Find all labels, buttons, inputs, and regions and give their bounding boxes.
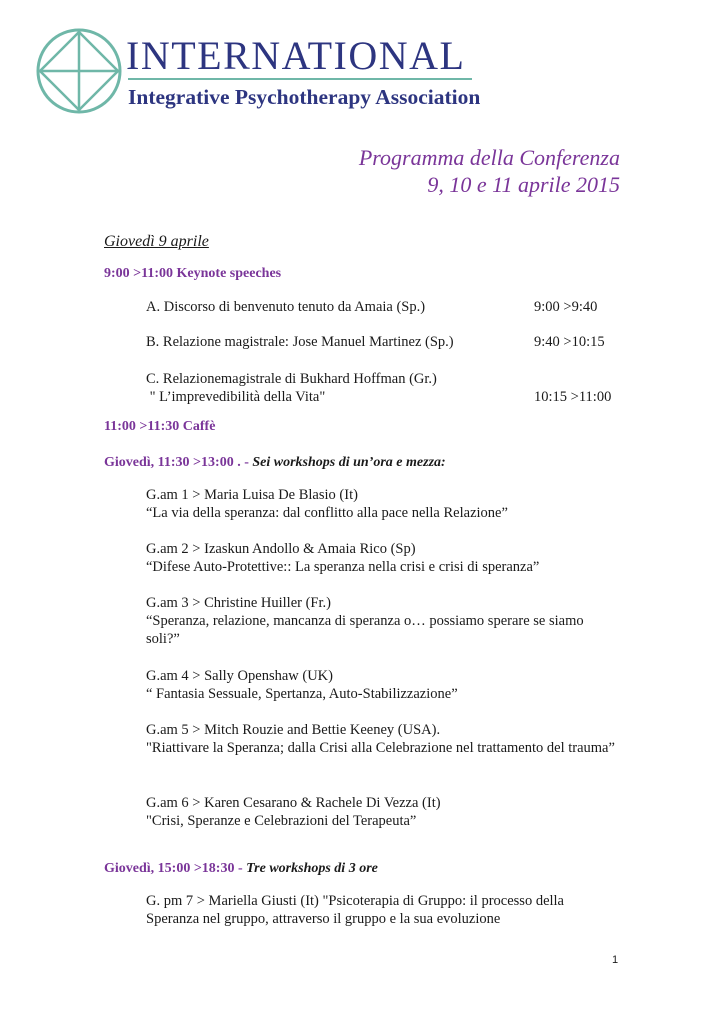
workshops-afternoon-desc: Tre workshops di 3 ore bbox=[242, 861, 378, 876]
association-logo bbox=[36, 28, 481, 118]
workshop-item bbox=[146, 794, 616, 830]
workshop-presenter: G.am 6 > Karen Cesarano & Rachele Di Vezza (It) bbox=[146, 795, 441, 811]
coffee-break: 11:00 >11:30 Caffè bbox=[104, 419, 216, 434]
workshop-title: “Speranza, relazione, mancanza di speranza o… possiamo sperare se siamo soli?” bbox=[146, 613, 584, 647]
workshops-morning-heading bbox=[104, 455, 446, 471]
keynote-heading: 9:00 >11:00 Keynote speeches bbox=[104, 266, 282, 281]
logo-divider bbox=[128, 78, 472, 80]
keynote-item-a-time: 9:00 >9:40 bbox=[534, 299, 598, 315]
page-number: 1 bbox=[612, 954, 619, 966]
workshop-title: “Difese Auto-Protettive:: La speranza nella crisi e crisi di speranza” bbox=[146, 559, 540, 575]
workshop-title: "Crisi, Speranze e Celebrazioni del Terapeuta” bbox=[146, 813, 417, 829]
keynote-item-c: C. Relazionemagistrale di Bukhard Hoffman (Gr.) bbox=[146, 371, 437, 387]
workshop-title: “La via della speranza: dal conflitto alla pace nella Relazione” bbox=[146, 505, 508, 521]
conference-title bbox=[359, 144, 620, 198]
workshops-afternoon-heading bbox=[104, 861, 378, 877]
conference-dates: 9, 10 e 11 aprile 2015 bbox=[427, 172, 620, 197]
workshops-morning-time: Giovedì, 11:30 >13:00 . - bbox=[104, 455, 249, 470]
diamond-logo-icon bbox=[36, 28, 126, 118]
workshops-morning-desc: Sei workshops di un’ora e mezza: bbox=[248, 455, 446, 470]
conference-title-line1: Programma della Conferenza bbox=[358, 145, 620, 170]
workshop-title: “ Fantasia Sessuale, Spertanza, Auto-Stabilizzazione” bbox=[146, 686, 458, 702]
workshop-item bbox=[146, 667, 616, 703]
keynote-item-b-time: 9:40 >10:15 bbox=[534, 334, 605, 350]
workshop-presenter: G.am 5 > Mitch Rouzie and Bettie Keeney (USA). bbox=[146, 722, 441, 738]
keynote-item-a: A. Discorso di benvenuto tenuto da Amaia (Sp.) bbox=[146, 299, 426, 315]
keynote-item-b: B. Relazione magistrale: Jose Manuel Martinez (Sp.) bbox=[146, 334, 454, 350]
workshop-presenter: G.am 4 > Sally Openshaw (UK) bbox=[146, 668, 333, 684]
workshop-presenter: G.am 1 > Maria Luisa De Blasio (It) bbox=[146, 487, 358, 503]
workshop-item bbox=[146, 594, 616, 648]
workshop-item bbox=[146, 486, 616, 522]
logo-subtitle: Integrative Psychotherapy Association bbox=[128, 85, 481, 109]
logo-title: INTERNATIONAL bbox=[126, 33, 466, 78]
workshop-item bbox=[146, 721, 616, 757]
workshops-afternoon-time: Giovedì, 15:00 >18:30 - bbox=[104, 861, 243, 876]
day-heading: Giovedì 9 aprile bbox=[104, 233, 209, 250]
keynote-item-c-time: 10:15 >11:00 bbox=[534, 389, 612, 405]
workshop-presenter: G.am 3 > Christine Huiller (Fr.) bbox=[146, 595, 331, 611]
keynote-item-c-subtitle: " L’imprevedibilità della Vita" bbox=[146, 389, 326, 405]
workshop-item-pm: G. pm 7 > Mariella Giusti (It) "Psicoterapia di Gruppo: il processo della Speranza nel gruppo, attraverso il gruppo e la sua evoluzione bbox=[146, 893, 564, 927]
workshop-item bbox=[146, 540, 616, 576]
workshop-presenter: G.am 2 > Izaskun Andollo & Amaia Rico (Sp) bbox=[146, 541, 416, 557]
workshop-title: "Riattivare la Speranza; dalla Crisi alla Celebrazione nel trattamento del trauma” bbox=[146, 740, 615, 756]
